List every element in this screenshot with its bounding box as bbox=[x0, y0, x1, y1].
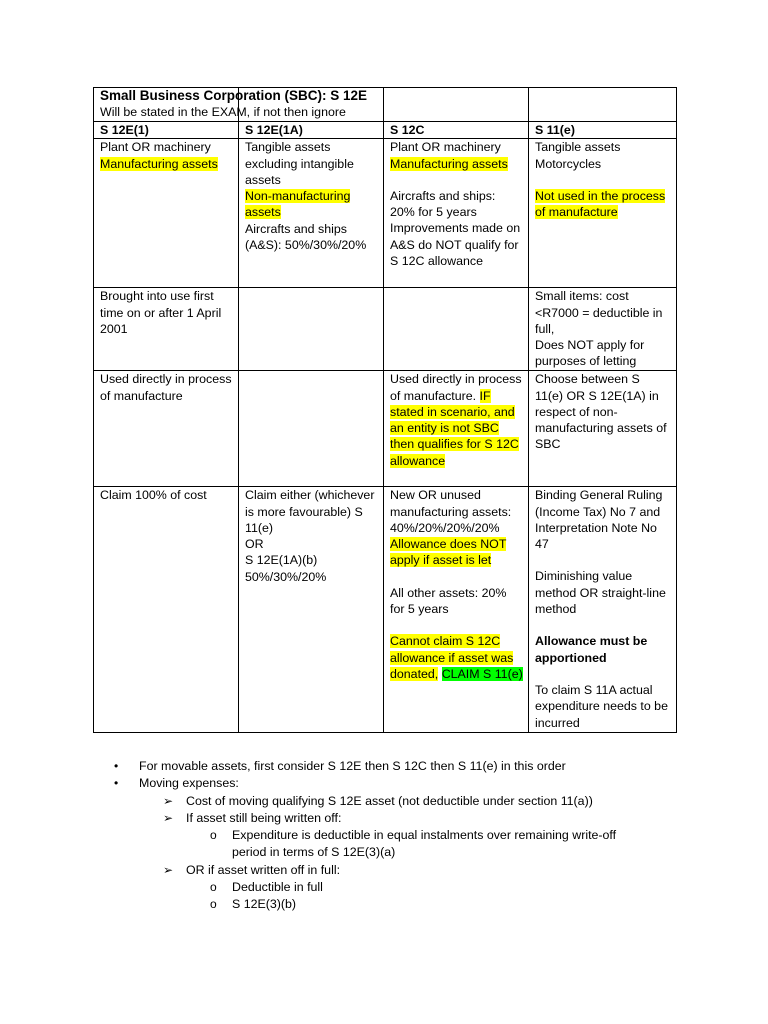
title-cell-empty-3 bbox=[384, 88, 529, 122]
table-row bbox=[94, 288, 677, 371]
cell-r4-c3 bbox=[384, 487, 529, 733]
cell-r1-c4 bbox=[529, 139, 677, 288]
cell-text: Choose between S 11(e) OR S 12E(1A) in respect of non-manufacturing assets of SBC bbox=[535, 372, 667, 452]
list-item bbox=[112, 879, 712, 896]
list-item-text: S 12E(3)(b) bbox=[232, 897, 297, 912]
list-item-continuation: period in terms of S 12E(3)(a) bbox=[232, 845, 396, 860]
header-s12e1a: S 12E(1A) bbox=[239, 122, 384, 139]
cell-text: Motorcycles bbox=[535, 156, 602, 171]
list-item bbox=[112, 810, 712, 827]
highlighted-text: Manufacturing assets bbox=[390, 156, 508, 171]
list-item bbox=[112, 758, 712, 775]
list-item bbox=[112, 862, 712, 879]
cell-text: To claim S 11A actual expenditure needs to be incurred bbox=[535, 682, 668, 730]
highlighted-text: IF stated in scenario, and an entity is not SBC then qualifies for S 12C allowance bbox=[390, 388, 519, 468]
highlighted-text: Allowance does NOT apply if asset is let bbox=[390, 537, 507, 568]
list-item-text: Deductible in full bbox=[232, 880, 323, 895]
green-highlighted-text: CLAIM S 11(e) bbox=[441, 666, 523, 681]
list-item-text: Moving expenses: bbox=[139, 776, 239, 791]
cell-r3-c3 bbox=[384, 371, 529, 487]
cell-text: Diminishing value method OR straight-line method bbox=[535, 569, 666, 617]
bullet-icon: • bbox=[114, 776, 119, 791]
list-item-text: OR if asset written off in full: bbox=[186, 862, 341, 877]
cell-r3-c4 bbox=[529, 371, 677, 487]
cell-text: Used directly in process of manufacture bbox=[100, 372, 232, 403]
cell-text: Binding General Ruling (Income Tax) No 7 and Interpretation Note No 47 bbox=[535, 488, 663, 552]
list-item-text: Cost of moving qualifying S 12E asset (not deductible under section 11(a)) bbox=[186, 793, 593, 808]
cell-text: All other assets: 20% for 5 years bbox=[390, 585, 507, 617]
header-row bbox=[94, 122, 677, 139]
list-item-text: Expenditure is deductible in equal instalments over remaining write-off bbox=[232, 828, 617, 843]
cell-text: Brought into use first time on or after 1 April 2001 bbox=[100, 289, 222, 336]
list-item-text: For movable assets, first consider S 12E then S 12C then S 11(e) in this order bbox=[139, 759, 566, 773]
header-s12e1: S 12E(1) bbox=[94, 122, 239, 139]
cell-text: Aircrafts and ships (A&S): 50%/30%/20% bbox=[245, 221, 367, 253]
highlighted-text: Non-manufacturing assets bbox=[245, 189, 351, 220]
cell-text: Tangible assets excluding intangible assets bbox=[245, 140, 354, 187]
cell-text: Small items: cost <R7000 = deductible in full, bbox=[535, 289, 663, 336]
cell-text: Used directly in process of manufacture. bbox=[390, 372, 522, 403]
sbc-table bbox=[93, 87, 677, 733]
cell-r2-c1 bbox=[94, 288, 239, 371]
cell-r1-c2 bbox=[239, 139, 384, 288]
cell-text: Tangible assets bbox=[535, 140, 621, 155]
cell-r4-c2 bbox=[239, 487, 384, 733]
list-item bbox=[112, 827, 712, 844]
list-item-text: If asset still being written off: bbox=[186, 810, 342, 825]
list-item bbox=[112, 896, 712, 913]
table-subtitle: Will be stated in the EXAM, if not then ignore bbox=[100, 105, 346, 120]
cell-r1-c3 bbox=[384, 139, 529, 288]
arrow-bullet-icon: ➢ bbox=[163, 810, 174, 825]
title-cell-empty-4 bbox=[529, 88, 677, 122]
cell-text: Plant OR machinery bbox=[100, 140, 211, 155]
title-cell bbox=[94, 88, 368, 122]
arrow-bullet-icon: ➢ bbox=[163, 862, 174, 877]
title-row bbox=[94, 88, 677, 122]
cell-text: Claim either (whichever is more favourable) S 11(e) bbox=[245, 488, 375, 535]
header-s12c: S 12C bbox=[384, 122, 529, 139]
table-title: Small Business Corporation (SBC): S 12E bbox=[100, 88, 368, 103]
circle-bullet-icon: o bbox=[210, 897, 217, 912]
cell-text: Plant OR machinery bbox=[390, 140, 501, 155]
table-row bbox=[94, 371, 677, 487]
cell-text: Improvements made on A&S do NOT qualify for S 12C allowance bbox=[390, 221, 521, 269]
cell-r4-c1 bbox=[94, 487, 239, 733]
bullet-icon: • bbox=[114, 759, 119, 773]
circle-bullet-icon: o bbox=[210, 828, 217, 843]
notes-list bbox=[112, 758, 712, 914]
table-row bbox=[94, 487, 677, 733]
circle-bullet-icon: o bbox=[210, 880, 217, 895]
cell-r4-c4 bbox=[529, 487, 677, 733]
cell-text: S 12E(1A)(b) 50%/30%/20% bbox=[245, 553, 327, 584]
cell-r2-c2 bbox=[239, 288, 384, 371]
cell-text: Does NOT apply for purposes of letting bbox=[535, 338, 645, 369]
highlighted-text: Cannot claim S 12C allowance if asset was donated, bbox=[390, 634, 514, 681]
cell-text: Aircrafts and ships: 20% for 5 years bbox=[390, 188, 496, 220]
cell-text: New OR unused manufacturing assets: 40%/20%/20%/20% bbox=[390, 488, 512, 535]
cell-text: Claim 100% of cost bbox=[100, 488, 207, 503]
header-s11e: S 11(e) bbox=[529, 122, 677, 139]
cell-r1-c1 bbox=[94, 139, 239, 288]
bold-text: Allowance must be apportioned bbox=[535, 634, 648, 665]
cell-r3-c1 bbox=[94, 371, 239, 487]
list-item bbox=[112, 775, 712, 792]
cell-r2-c4 bbox=[529, 288, 677, 371]
highlighted-text: Not used in the process of manufacture bbox=[535, 188, 666, 220]
cell-r2-c3 bbox=[384, 288, 529, 371]
highlighted-text: Manufacturing assets bbox=[100, 156, 218, 171]
table-row bbox=[94, 139, 677, 288]
arrow-bullet-icon: ➢ bbox=[163, 793, 174, 808]
cell-r3-c2 bbox=[239, 371, 384, 487]
list-item bbox=[112, 793, 712, 810]
cell-text: OR bbox=[245, 537, 264, 552]
